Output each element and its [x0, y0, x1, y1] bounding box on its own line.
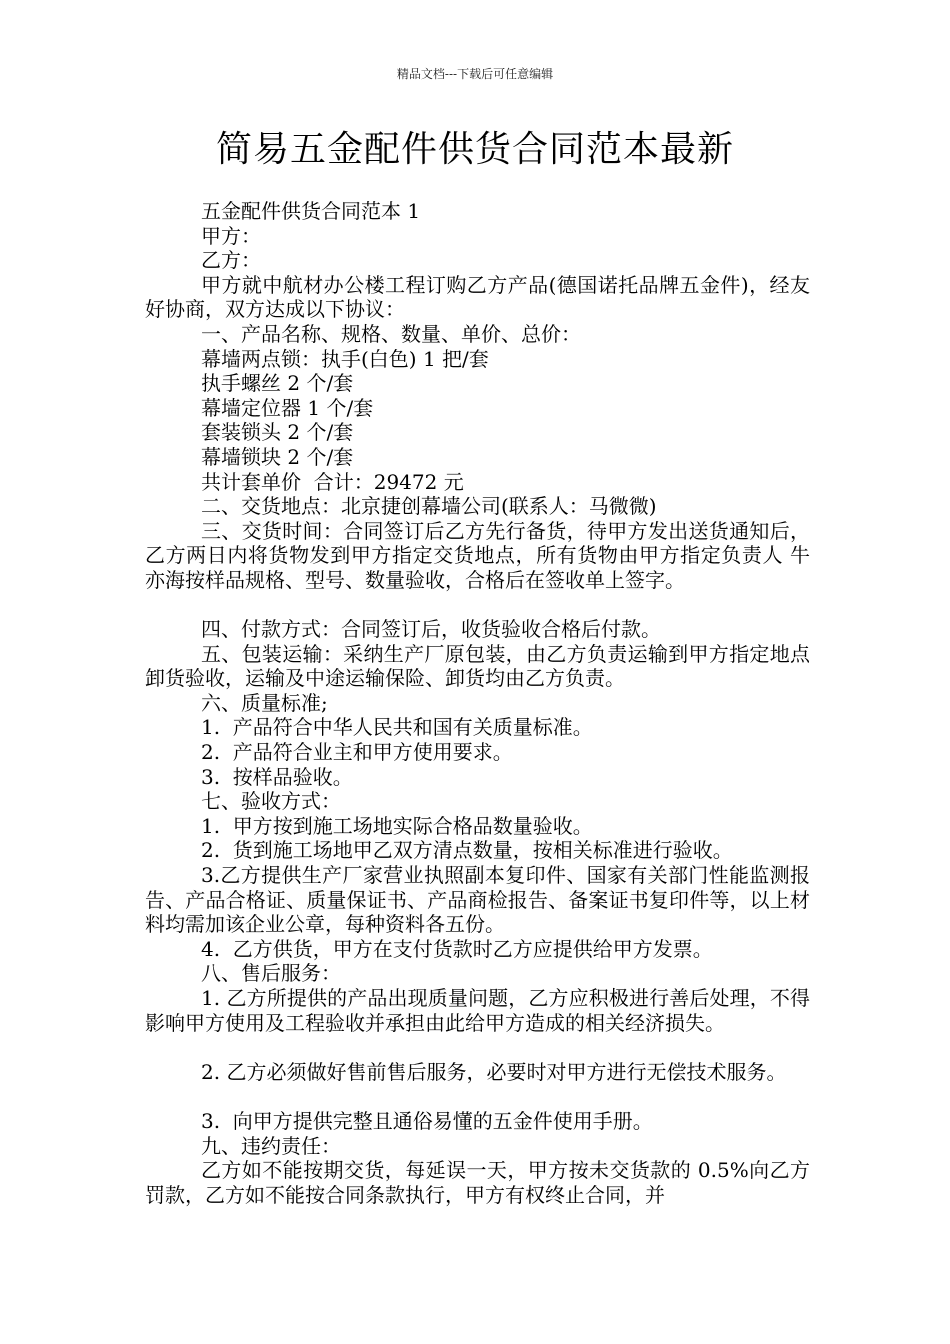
section-title: 五金配件供货合同范本 1: [201, 199, 421, 223]
breach-paragraph: 乙方如不能按期交货，每延误一天，甲方按未交货款的 0.5%向乙方罚款，乙方如不能按合同条款执行，甲方有权终止合同，并: [145, 1158, 810, 1207]
price-total: 共计套单价 合计：29472 元: [201, 469, 464, 494]
acceptance-item: 2. 货到施工场地甲乙双方清点数量，按相关标准进行验收。: [201, 838, 733, 863]
quality-item: 1. 产品符合中华人民共和国有关质量标准。: [201, 715, 593, 740]
after-sales-item: 2. 乙方必须做好售前售后服务，必要时对甲方进行无偿技术服务。: [201, 1059, 787, 1084]
party-b-line: 乙方：: [201, 248, 261, 273]
product-item: 幕墙锁块 2 个/套: [201, 444, 354, 469]
clause-4-payment: 四、付款方式：合同签订后，收货验收合格后付款。: [201, 617, 661, 642]
clause-5-packaging: 五、包装运输：采纳生产厂原包装，由乙方负责运输到甲方指定地点卸货验收，运输及中途运输保险、卸货均由乙方负责。: [145, 641, 810, 691]
product-item: 执手螺丝 2 个/套: [201, 371, 354, 396]
product-item: 套装锁头 2 个/套: [201, 420, 354, 445]
clause-2-delivery-place: 二、交货地点：北京捷创幕墙公司(联系人：马微微): [201, 494, 657, 519]
clause-9-heading: 九、违约责任：: [201, 1133, 341, 1158]
clause-7-heading: 七、验收方式：: [201, 789, 341, 814]
header-note: 精品文档---下载后可任意编辑: [396, 67, 554, 81]
intro-paragraph: 甲方就中航材办公楼工程订购乙方产品(德国诺托品牌五金件)，经友好协商，双方达成以下协议：: [145, 272, 810, 322]
acceptance-item: 1. 甲方按到施工场地实际合格品数量验收。: [201, 813, 593, 838]
after-sales-item: 3. 向甲方提供完整且通俗易懂的五金件使用手册。: [201, 1109, 653, 1134]
party-a-line: 甲方：: [201, 223, 261, 248]
acceptance-item: 4. 乙方供货，甲方在支付货款时乙方应提供给甲方发票。: [201, 936, 713, 961]
contract-body: [145, 199, 810, 1207]
clause-1-heading: 一、产品名称、规格、数量、单价、总价：: [201, 321, 581, 346]
clause-8-heading: 八、售后服务：: [201, 961, 341, 986]
product-item: 幕墙定位器 1 个/套: [201, 395, 374, 420]
clause-6-heading: 六、质量标准;: [201, 690, 328, 715]
product-item: 幕墙两点锁：执手(白色) 1 把/套: [201, 346, 489, 371]
after-sales-item: 1. 乙方所提供的产品出现质量问题，乙方应积极进行善后处理，不得影响甲方使用及工程验收并承担由此给甲方造成的相关经济损失。: [145, 986, 810, 1035]
quality-item: 2. 产品符合业主和甲方使用要求。: [201, 740, 513, 765]
acceptance-item: 3.乙方提供生产厂家营业执照副本复印件、国家有关部门性能监测报告、产品合格证、质量保证书、产品商检报告、备案证书复印件等，以上材料均需加该企业公章，每种资料各五份。: [145, 863, 810, 937]
document-title: 简易五金配件供货合同范本最新: [215, 129, 734, 170]
clause-3-delivery-time: 三、交货时间：合同签订后乙方先行备货，待甲方发出送货通知后，乙方两日内将货物发到甲方指定交货地点，所有货物由甲方指定负责人 牛亦海按样品规格、型号、数量验收，合格后在签收单上签字。: [145, 518, 810, 592]
quality-item: 3. 按样品验收。: [201, 764, 353, 789]
